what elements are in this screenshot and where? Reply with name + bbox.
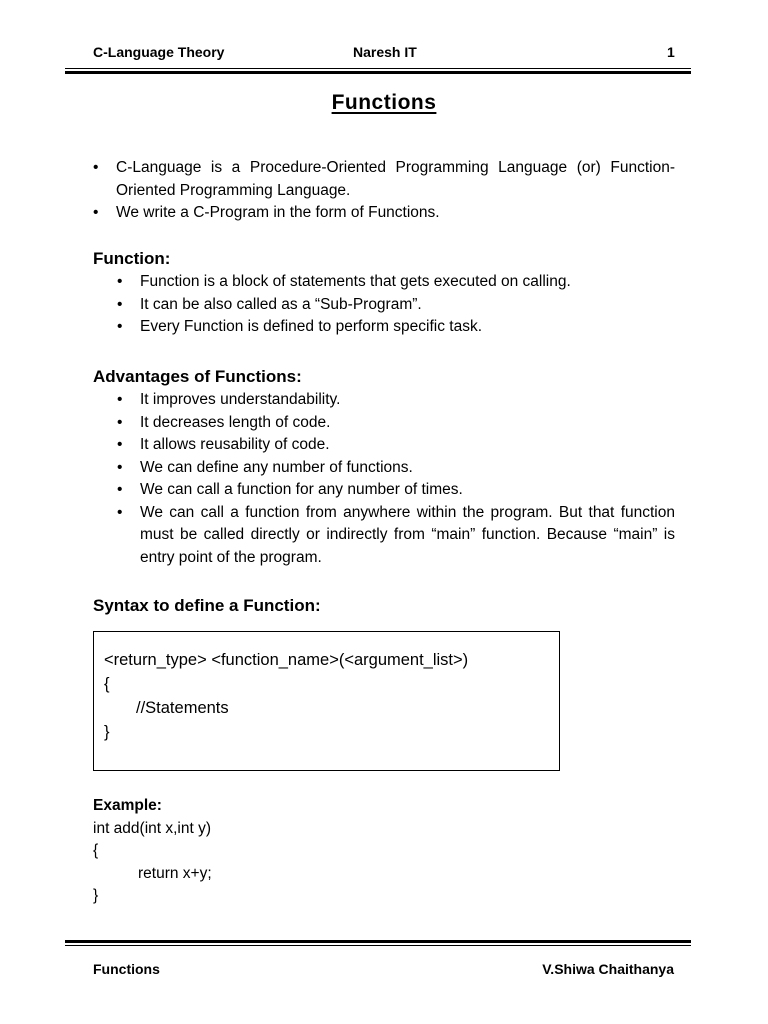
bullet-icon: • (117, 503, 123, 521)
syntax-line: } (104, 723, 110, 741)
bullet-icon: • (93, 204, 99, 221)
list-item: • It allows reusability of code. (117, 434, 675, 457)
example-code-line: } (93, 887, 99, 904)
intro-bullet: • We write a C-Program in the form of Functions. (93, 202, 675, 225)
syntax-code-box (93, 631, 560, 771)
bullet-icon: • (117, 273, 123, 290)
bullet-icon: • (93, 159, 99, 176)
intro-bullet: • C-Language is a Procedure-Oriented Programming Language (or) Function-Oriented Programming Language. (93, 159, 675, 199)
function-heading: Function: (93, 249, 171, 268)
header-page-number: 1 (667, 44, 675, 60)
advantages-bullet-list (117, 389, 675, 569)
list-item: • Every Function is defined to perform specific task. (117, 316, 675, 339)
syntax-line: { (104, 675, 110, 693)
syntax-heading: Syntax to define a Function: (93, 596, 321, 615)
example-code-line: int add(int x,int y) (93, 819, 212, 837)
function-bullet-list (117, 271, 675, 339)
footer-chapter: Functions (93, 961, 160, 977)
header-rule-thick (65, 71, 691, 74)
list-item: • We can call a function for any number of times. (117, 479, 675, 502)
list-item: • It can be also called as a “Sub-Program”. (117, 294, 675, 317)
example-code-line: { (93, 842, 99, 859)
example-label: Example: (93, 797, 162, 814)
header-course-title: C-Language Theory (93, 44, 225, 60)
list-item: • Function is a block of statements that gets executed on calling. (117, 271, 675, 294)
bullet-icon: • (117, 413, 123, 431)
footer-rule-thick (65, 940, 691, 943)
list-item: • We can define any number of functions. (117, 457, 675, 480)
syntax-line: <return_type> <function_name>(<argument_list>) (104, 651, 469, 669)
bullet-icon: • (117, 436, 123, 453)
bullet-icon: • (117, 318, 123, 335)
bullet-icon: • (117, 481, 123, 498)
syntax-line: //Statements (136, 699, 229, 717)
advantages-heading: Advantages of Functions: (93, 367, 302, 386)
bullet-icon: • (117, 295, 123, 313)
footer-rule-thin (65, 945, 691, 946)
footer-author: V.Shiwa Chaithanya (542, 961, 674, 977)
list-item: • We can call a function from anywhere within the program. But that function must be called directly or indirectly from “main” function. Because “main” is entry point of the program. (117, 503, 675, 566)
header-institute: Naresh IT (353, 44, 417, 60)
page-title: Functions (331, 91, 437, 114)
bullet-icon: • (117, 458, 123, 476)
intro-bullet-list (93, 157, 675, 225)
example-block (93, 795, 212, 908)
header-rule-thin (65, 68, 691, 69)
list-item: • It improves understandability. (117, 389, 675, 412)
list-item: • It decreases length of code. (117, 412, 675, 435)
bullet-icon: • (117, 391, 123, 408)
example-code-line: return x+y; (138, 864, 212, 882)
